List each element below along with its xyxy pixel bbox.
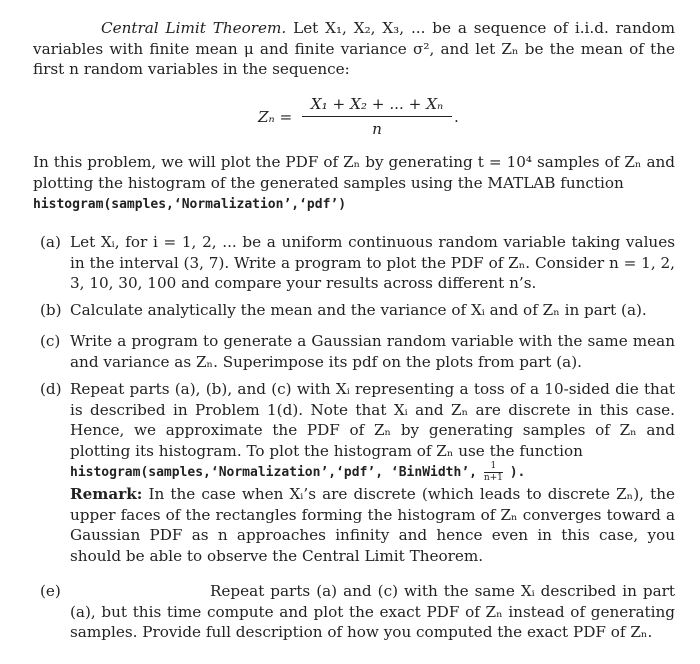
item-label: (d) [40,380,62,398]
item-text: Let Xᵢ, for i = 1, 2, ... be a uniform continuous random variable taking values in the interval (3, 7). Write a program to plot the PDF of Zₙ. Consider n = 1, 2, 3, 10, 30, 100 and compare your results across different n’s. [70,233,675,293]
matlab-code-binwidth: histogram(samples,‘Normalization’,‘pdf’, ‘BinWidth’, [70,465,477,481]
matlab-code-histogram: histogram(samples,‘Normalization’,‘pdf’) [33,197,347,213]
equation-period: . [454,108,459,126]
item-text-block [70,379,675,566]
equation-lhs: Zₙ = [258,108,293,126]
item-text: Repeat parts (a), (b), and (c) with Xᵢ representing a toss of a 10-sided die that is described in Problem 1(d). Note that Xᵢ and Zₙ are discrete in this case. Hence, we approximate the PDF of Zₙ by generating samples of Zₙ and plotting its histogram. To plot the histogram of Zₙ use the function [70,380,675,460]
item-text: Repeat parts (a) and (c) with the same Xᵢ described in part (a), but this time compute and plot the exact PDF of Zₙ instead of generating samples. Provide full description of how you computed the exact PDF of Zₙ. [70,582,675,642]
binwidth-fraction [484,462,503,483]
binwidth-denominator: n+1 [483,472,503,483]
item-label: (a) [40,233,61,251]
item-label: (c) [40,332,61,350]
equation-denominator: n [372,119,382,138]
equation-fraction [302,94,452,139]
remark-label: Remark: [70,484,143,503]
item-e [40,581,675,643]
equation-numerator: X₁ + X₂ + ... + Xₙ [310,95,444,113]
problem-text: In this problem, we will plot the PDF of Zₙ by generating t = 10⁴ samples of Zₙ and plotting the histogram of the generated samples using the MATLAB function [33,153,675,192]
item-d [40,379,675,566]
item-text-block [70,581,675,643]
item-label: (e) [40,582,61,600]
item-text: Calculate analytically the mean and the variance of Xᵢ and of Zₙ in part (a). [70,301,647,319]
item-c [40,331,675,372]
fraction-bar [302,116,452,117]
item-text: Write a program to generate a Gaussian random variable with the same mean and variance as Zₙ. Superimpose its pdf on the plots from part (a). [70,332,675,371]
theorem-title: Central Limit Theorem. [101,19,287,37]
item-label: (b) [40,301,62,319]
item-a [40,232,675,294]
binwidth-numerator: 1 [490,460,497,471]
intro-text: Let X₁, X₂, X₃, ... be a sequence of i.i.d. random variables with finite mean μ and finite variance σ², and let Zₙ be the mean of the first n random variables in the sequence: [33,19,675,79]
remark-text: In the case when Xᵢ’s are discrete (which leads to discrete Zₙ), the upper faces of the rectangles forming the histogram of Zₙ converges toward a Gaussian PDF as n approaches infinity and hence even in this case, you should be able to observe the Central Limit Theorem. [70,484,675,565]
mean-equation [258,94,478,140]
intro-paragraph [33,18,675,80]
item-b [40,300,675,321]
problem-paragraph [33,152,675,216]
matlab-code-end: ). [509,465,526,481]
